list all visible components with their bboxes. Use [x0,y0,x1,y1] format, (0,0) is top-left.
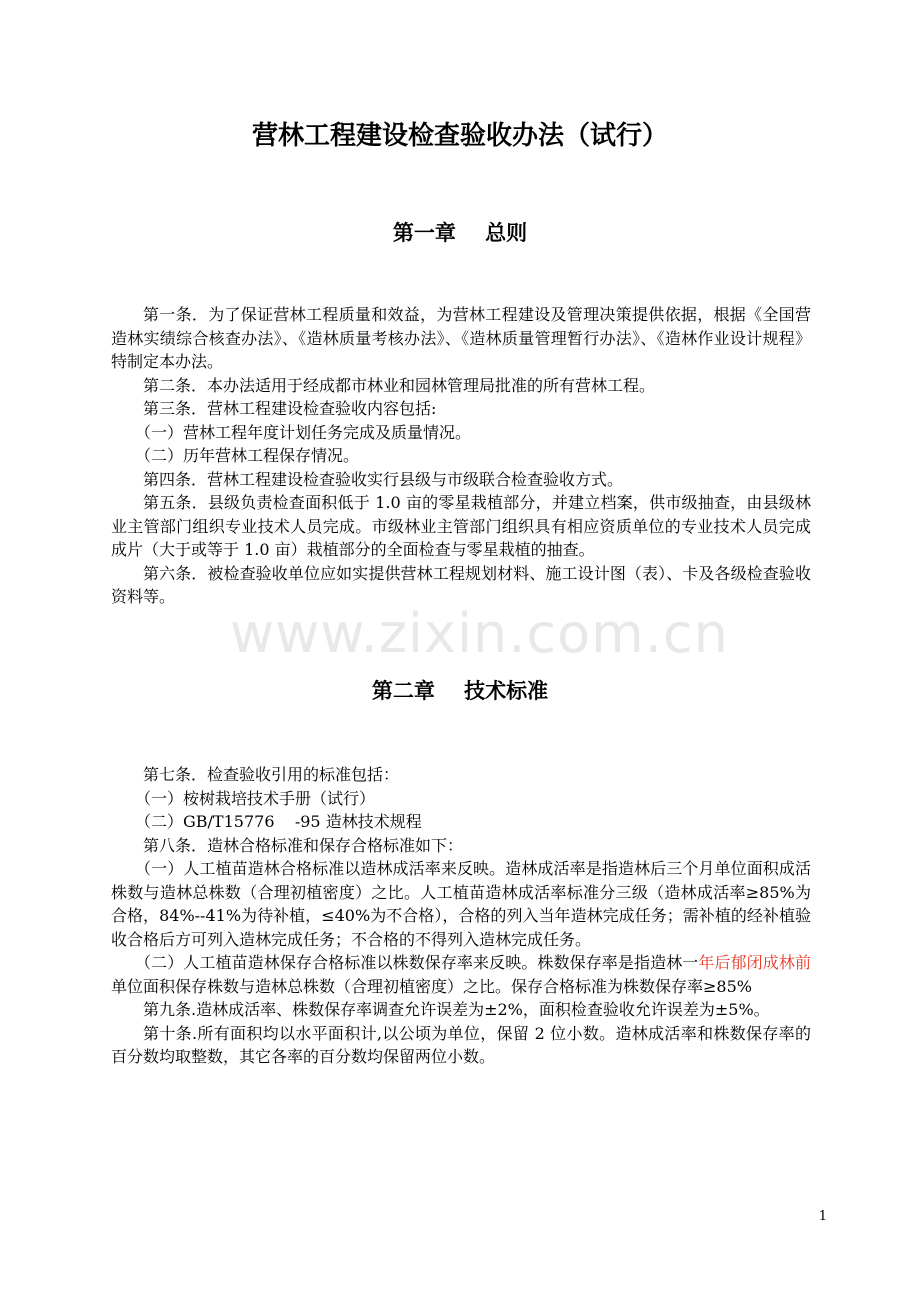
article-2: 第二条．本办法适用于经成都市林业和园林管理局批准的所有营林工程。 [143,375,656,395]
article-3-item-2: （二）历年营林工程保存情况。 [135,446,360,465]
article-8-item-2 [111,951,811,998]
page-number: 1 [818,1209,827,1224]
article-7-item-1: （一）桉树栽培技术手册（试行） [135,788,376,808]
article-7-item-2: （二）GB/T15776 -95 造林技术规程 [135,812,422,831]
article-3: 第三条．营林工程建设检查验收内容包括: [143,399,437,418]
article-9: 第九条.造林成活率、株数保存率调查允许误差为±2%，面积检查验收允许误差为±5%。 [143,1000,770,1019]
article-8: 第八条．造林合格标准和保存合格标准如下： [143,835,464,855]
chapter-1-heading: 第一章 总则 [392,221,528,245]
watermark-text: www.zixin.com.cn [230,602,729,665]
article-7: 第七条．检查验收引用的标准包括： [143,765,400,784]
article-1: 第一条．为了保证营林工程质量和效益，为营林工程建设及管理决策提供依据，根据《全国营造林实绩综合核查办法》、《造林质量考核办法》、《造林质量管理暂行办法》、《造林作业设计规程》特制定本办法。 [111,305,811,371]
chapter-2-heading: 第二章 技术标准 [371,679,549,703]
chapter-1-body [111,303,811,609]
article-8-item-1: （一）人工植苗造林合格标准以造林成活率来反映。造林成活率是指造林后三个月单位面积成活株数与造林总株数（合理初植密度）之比。人工植苗造林成活率标准分三级（造林成活率≥85%为合格，84%--41%为待补植，≤40%为不合格），合格的列入当年造林完成任务；需补植的经补植验收合格后方可列入造林完成任务；不合格的不得列入造林完成任务。 [111,859,811,949]
article-8-item-2-start: （二）人工植苗造林保存合格标准以株数保存率来反映。株数保存率是指造林一 [135,953,699,972]
article-5: 第五条．县级负责检查面积低于 1.0 亩的零星栽植部分，并建立档案，供市级抽查，由县级林业主管部门组织专业技术人员完成。市级林业主管部门组织具有相应资质单位的专业技术人员完成成片（大于或等于 1.0 亩）栽植部分的全面检查与零星栽植的抽查。 [111,493,811,559]
article-8-item-2-end: 单位面积保存株数与造林总株数（合理初植密度）之比。保存合格标准为株数保存率≥85% [111,976,752,996]
article-3-item-1: （一）营林工程年度计划任务完成及质量情况。 [135,422,472,442]
chapter-2-body [111,763,811,1069]
article-10: 第十条.所有面积均以水平面积计,以公顷为单位，保留 2 位小数。造林成活率和株数保存率的百分数均取整数，其它各率的百分数均保留两位小数。 [111,1023,811,1066]
article-6: 第六条．被检查验收单位应如实提供营林工程规划材料、施工设计图（表）、卡及各级检查验收资料等。 [111,563,811,606]
document-title: 营林工程建设检查验收办法（试行） [251,121,668,151]
highlighted-text: 年后郁闭成林前 [698,953,811,972]
article-4: 第四条．营林工程建设检查验收实行县级与市级联合检查验收方式。 [143,469,624,489]
